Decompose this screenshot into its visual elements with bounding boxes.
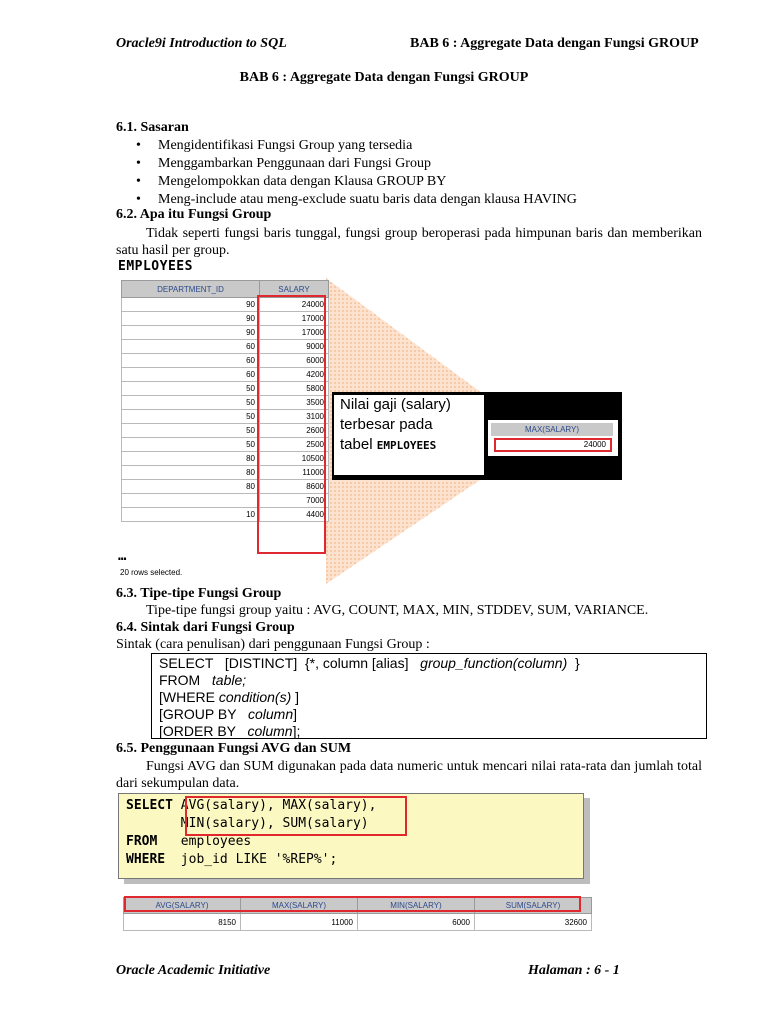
section-6-2-heading: 6.2. Apa itu Fungsi Group bbox=[116, 207, 272, 222]
table-cell: 9000 bbox=[260, 340, 329, 354]
employees-table-title: EMPLOYEES bbox=[118, 259, 193, 274]
code-highlight bbox=[185, 796, 407, 836]
table-cell: 50 bbox=[122, 424, 260, 438]
table-cell: 50 bbox=[122, 396, 260, 410]
table-cell: 2600 bbox=[260, 424, 329, 438]
max-salary-value: 24000 bbox=[494, 438, 612, 452]
table-cell: 60 bbox=[122, 368, 260, 382]
footer-left: Oracle Academic Initiative bbox=[116, 963, 271, 978]
column-header: SALARY bbox=[260, 281, 329, 298]
header-left: Oracle9i Introduction to SQL bbox=[116, 36, 287, 51]
table-row bbox=[124, 914, 592, 931]
syntax-line: SELECT [DISTINCT] {*, column [alias] group_function(column) } bbox=[159, 655, 580, 671]
table-cell: 10500 bbox=[260, 452, 329, 466]
more-rows-ellipsis: … bbox=[118, 548, 128, 564]
table-cell: 80 bbox=[122, 466, 260, 480]
table-cell: 10 bbox=[122, 508, 260, 522]
code-line: MIN(salary), SUM(salary) bbox=[180, 816, 369, 831]
header-right: BAB 6 : Aggregate Data dengan Fungsi GROUP bbox=[410, 36, 699, 51]
code-line: SELECT AVG(salary), MAX(salary), bbox=[126, 798, 377, 813]
table-cell: 8150 bbox=[124, 914, 241, 931]
table-cell: 80 bbox=[122, 480, 260, 494]
table-cell: 90 bbox=[122, 298, 260, 312]
callout-line: terbesar pada bbox=[340, 416, 433, 433]
syntax-line: [ORDER BY column]; bbox=[159, 723, 301, 739]
table-cell: 3100 bbox=[260, 410, 329, 424]
table-cell: 6000 bbox=[260, 354, 329, 368]
footer-right: Halaman : 6 - 1 bbox=[528, 963, 620, 978]
table-row bbox=[122, 480, 329, 494]
table-cell: 60 bbox=[122, 354, 260, 368]
table-cell: 24000 bbox=[260, 298, 329, 312]
syntax-box bbox=[151, 653, 707, 739]
table-row bbox=[122, 452, 329, 466]
table-cell: 80 bbox=[122, 452, 260, 466]
table-row bbox=[122, 354, 329, 368]
column-header: DEPARTMENT_ID bbox=[122, 281, 260, 298]
list-item: • Menggambarkan Penggunaan dari Fungsi Group bbox=[136, 155, 577, 173]
table-cell: 32600 bbox=[475, 914, 592, 931]
table-cell: 7000 bbox=[260, 494, 329, 508]
table-row bbox=[122, 438, 329, 452]
result-header-highlight bbox=[124, 896, 581, 912]
max-salary-header: MAX(SALARY) bbox=[491, 423, 613, 436]
table-row bbox=[122, 466, 329, 480]
syntax-line: FROM table; bbox=[159, 672, 247, 688]
table-cell: 60 bbox=[122, 340, 260, 354]
code-line: WHERE job_id LIKE '%REP%'; bbox=[126, 852, 338, 867]
table-row bbox=[122, 326, 329, 340]
employees-table bbox=[121, 280, 329, 522]
section-6-3-paragraph: Tipe-tipe fungsi group yaitu : AVG, COUNT, MAX, MIN, STDDEV, SUM, VARIANCE. bbox=[146, 603, 649, 618]
section-6-3-heading: 6.3. Tipe-tipe Fungsi Group bbox=[116, 586, 282, 601]
table-row bbox=[122, 410, 329, 424]
column-header: AVG(SALARY) bbox=[124, 898, 241, 914]
table-row bbox=[122, 382, 329, 396]
section-6-1-heading: 6.1. Sasaran bbox=[116, 120, 189, 135]
table-row bbox=[122, 508, 329, 522]
table-cell: 17000 bbox=[260, 326, 329, 340]
table-row bbox=[122, 396, 329, 410]
section-6-5-paragraph: Fungsi AVG dan SUM digunakan pada data numeric untuk mencari nilai rata-rata dan jumlah total dari sekumpulan data. bbox=[116, 759, 702, 791]
table-row bbox=[122, 312, 329, 326]
table-cell: 11000 bbox=[260, 466, 329, 480]
table-cell: 90 bbox=[122, 312, 260, 326]
objectives-list bbox=[136, 137, 577, 209]
table-cell: 2500 bbox=[260, 438, 329, 452]
section-6-2-paragraph: Tidak seperti fungsi baris tunggal, fungsi group beroperasi pada himpunan baris dan memberikan satu hasil per group. bbox=[116, 226, 702, 258]
table-cell bbox=[122, 494, 260, 508]
table-row bbox=[122, 368, 329, 382]
section-6-4-heading: 6.4. Sintak dari Fungsi Group bbox=[116, 620, 295, 635]
table-cell: 17000 bbox=[260, 312, 329, 326]
list-item: • Mengidentifikasi Fungsi Group yang tersedia bbox=[136, 137, 577, 155]
table-cell: 5800 bbox=[260, 382, 329, 396]
column-header: SUM(SALARY) bbox=[475, 898, 592, 914]
list-item: • Mengelompokkan data dengan Klausa GROUP BY bbox=[136, 173, 577, 191]
column-header: MIN(SALARY) bbox=[358, 898, 475, 914]
table-row bbox=[122, 424, 329, 438]
table-cell: 6000 bbox=[358, 914, 475, 931]
code-line: FROM employees bbox=[126, 834, 252, 849]
table-cell: 50 bbox=[122, 382, 260, 396]
list-item: • Meng-include atau meng-exclude suatu baris data dengan klausa HAVING bbox=[136, 191, 577, 209]
table-cell: 90 bbox=[122, 326, 260, 340]
table-cell: 11000 bbox=[241, 914, 358, 931]
callout-line: tabel EMPLOYEES bbox=[340, 436, 437, 453]
table-row bbox=[122, 298, 329, 312]
section-6-5-heading: 6.5. Penggunaan Fungsi AVG dan SUM bbox=[116, 741, 352, 756]
syntax-line: [GROUP BY column] bbox=[159, 706, 297, 722]
syntax-line: [WHERE condition(s) ] bbox=[159, 689, 300, 705]
table-row bbox=[122, 340, 329, 354]
max-salary-result bbox=[488, 420, 618, 456]
rows-selected-note: 20 rows selected. bbox=[120, 568, 183, 577]
table-row bbox=[122, 494, 329, 508]
table-cell: 4400 bbox=[260, 508, 329, 522]
callout-line: Nilai gaji (salary) bbox=[340, 396, 451, 413]
table-cell: 50 bbox=[122, 438, 260, 452]
document-title: BAB 6 : Aggregate Data dengan Fungsi GROUP bbox=[239, 70, 529, 85]
callout-text bbox=[334, 395, 484, 475]
column-header: MAX(SALARY) bbox=[241, 898, 358, 914]
table-cell: 8600 bbox=[260, 480, 329, 494]
table-cell: 50 bbox=[122, 410, 260, 424]
table-cell: 3500 bbox=[260, 396, 329, 410]
section-6-4-paragraph: Sintak (cara penulisan) dari penggunaan Fungsi Group : bbox=[116, 637, 430, 652]
table-cell: 4200 bbox=[260, 368, 329, 382]
